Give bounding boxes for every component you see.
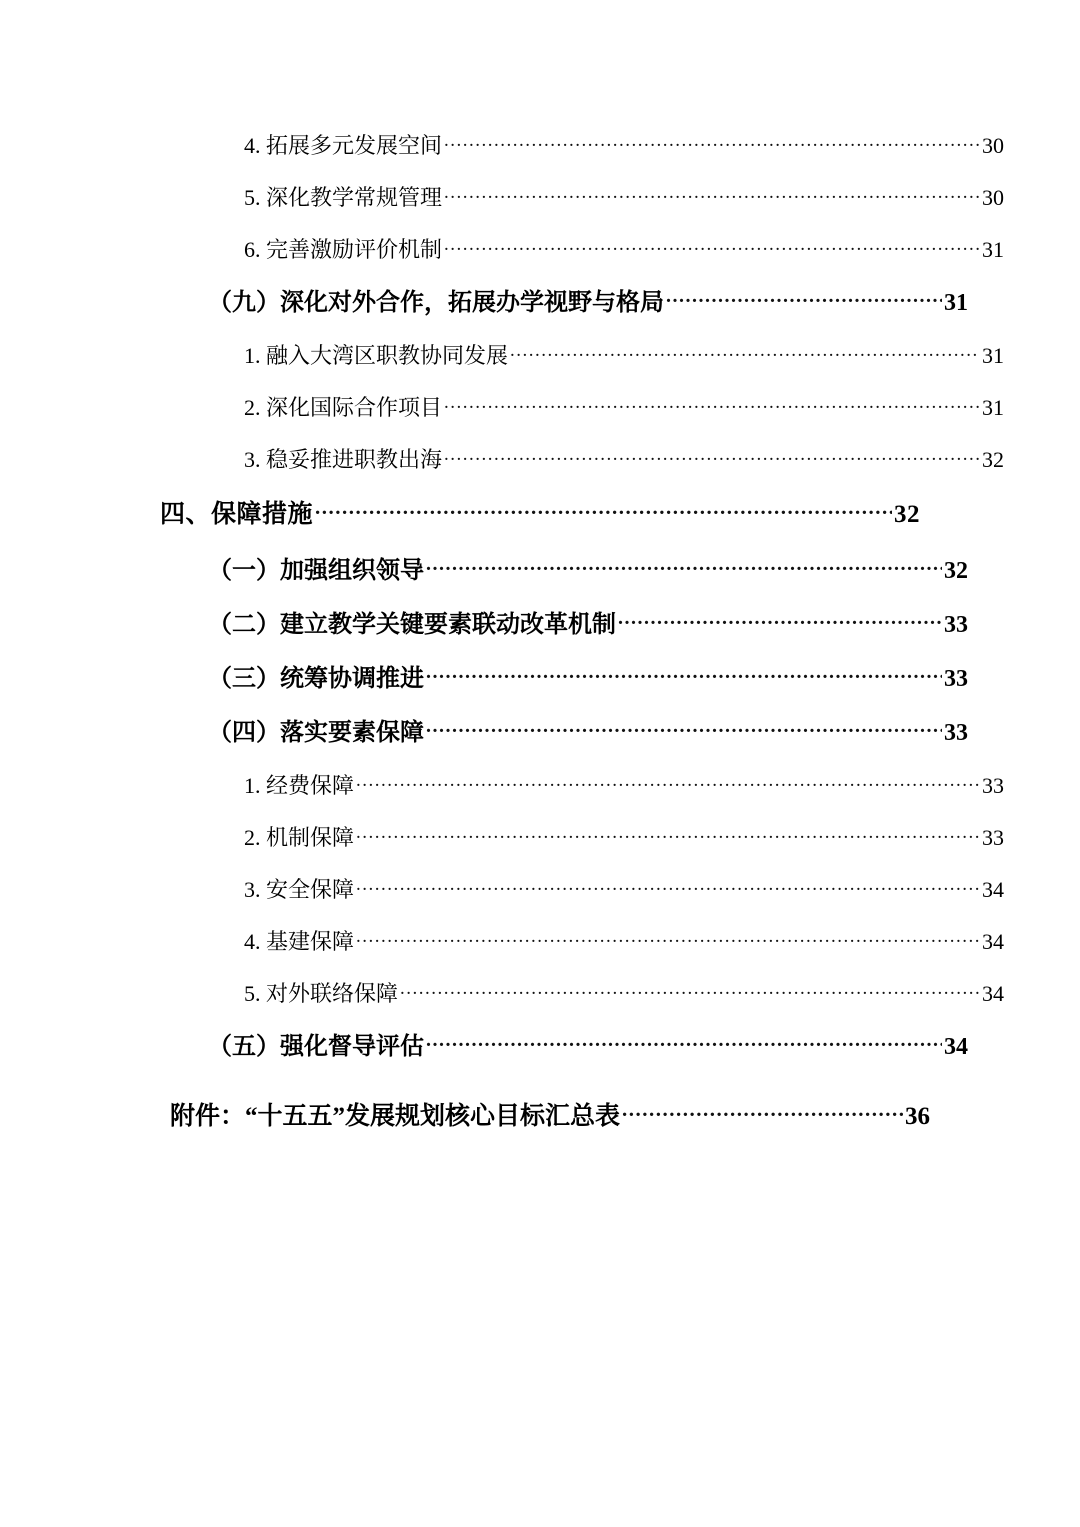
toc-leader-dots (444, 393, 980, 415)
toc-entry-page-number: 34 (944, 1034, 968, 1060)
toc-entry-label: 附件：“十五五”发展规划核心目标汇总表 (170, 1103, 621, 1130)
toc-entry-label: 1. 融入大湾区职教协同发展 (244, 343, 509, 368)
toc-leader-dots (444, 183, 980, 205)
toc-entry-label: （四）落实要素保障 (208, 720, 424, 746)
toc-entry-label: （二）建立教学关键要素联动改革机制 (208, 612, 616, 638)
toc-entry-page-number: 33 (944, 720, 968, 746)
toc-leader-dots (356, 823, 980, 845)
toc-entry[interactable] (160, 276, 968, 330)
toc-entry[interactable] (160, 598, 968, 652)
toc-leader-dots (510, 341, 980, 363)
toc-entry-label: 6. 完善激励评价机制 (244, 237, 443, 262)
toc-entry[interactable] (160, 120, 1004, 172)
toc-leader-dots (315, 497, 892, 522)
toc-entry-page-number: 32 (894, 501, 920, 528)
toc-entry-label: （九）深化对外合作，拓展办学视野与格局 (208, 290, 664, 316)
toc-entry[interactable] (160, 864, 1004, 916)
toc-entry-page-number: 30 (982, 185, 1004, 210)
toc-leader-dots (444, 131, 980, 153)
toc-leader-dots (426, 1030, 942, 1054)
toc-entry-page-number: 33 (944, 666, 968, 692)
toc-entry[interactable] (160, 544, 968, 598)
toc-entry-label: 3. 安全保障 (244, 877, 355, 902)
toc-entry[interactable] (160, 382, 1004, 434)
toc-leader-dots (444, 235, 980, 257)
table-of-contents (160, 120, 1004, 1146)
toc-leader-dots (426, 662, 942, 686)
toc-entry-label: 4. 基建保障 (244, 929, 355, 954)
toc-entry-page-number: 31 (982, 237, 1004, 262)
toc-entry[interactable] (160, 1020, 968, 1074)
toc-entry-page-number: 30 (982, 133, 1004, 158)
toc-entry[interactable] (160, 434, 1004, 486)
toc-leader-dots (356, 771, 980, 793)
toc-entry-label: 4. 拓展多元发展空间 (244, 133, 443, 158)
toc-entry-page-number: 31 (982, 343, 1004, 368)
toc-leader-dots (426, 716, 942, 740)
toc-entry[interactable] (160, 706, 968, 760)
toc-entry-label: 2. 机制保障 (244, 825, 355, 850)
toc-entry[interactable] (160, 330, 1004, 382)
toc-entry-label: （一）加强组织领导 (208, 558, 424, 584)
toc-entry[interactable] (160, 486, 920, 544)
toc-entry[interactable] (160, 916, 1004, 968)
toc-leader-dots (618, 608, 942, 632)
toc-entry-page-number: 33 (982, 773, 1004, 798)
toc-entry[interactable] (160, 968, 1004, 1020)
toc-entry-label: 1. 经费保障 (244, 773, 355, 798)
toc-entry[interactable] (160, 760, 1004, 812)
toc-entry-label: （三）统筹协调推进 (208, 666, 424, 692)
toc-entry-page-number: 31 (982, 395, 1004, 420)
toc-entry[interactable] (160, 812, 1004, 864)
toc-entry-page-number: 32 (982, 447, 1004, 472)
toc-entry-label: 3. 稳妥推进职教出海 (244, 447, 443, 472)
toc-entry-page-number: 34 (982, 981, 1004, 1006)
toc-leader-dots (426, 554, 942, 578)
toc-entry-label: （五）强化督导评估 (208, 1034, 424, 1060)
toc-leader-dots (622, 1099, 903, 1124)
toc-entry[interactable] (160, 224, 1004, 276)
toc-leader-dots (400, 979, 980, 1001)
toc-entry-page-number: 36 (905, 1103, 930, 1130)
toc-leader-dots (356, 927, 980, 949)
toc-entry-label: 5. 深化教学常规管理 (244, 185, 443, 210)
toc-entry-page-number: 32 (944, 558, 968, 584)
toc-leader-dots (356, 875, 980, 897)
toc-entry-page-number: 31 (944, 290, 968, 316)
toc-entry-page-number: 33 (944, 612, 968, 638)
toc-entry[interactable] (160, 172, 1004, 224)
toc-entry-page-number: 33 (982, 825, 1004, 850)
toc-entry-label: 四、保障措施 (160, 501, 314, 528)
toc-entry[interactable] (160, 1088, 930, 1146)
toc-entry-page-number: 34 (982, 929, 1004, 954)
toc-entry-label: 2. 深化国际合作项目 (244, 395, 443, 420)
toc-entry-label: 5. 对外联络保障 (244, 981, 399, 1006)
toc-entry[interactable] (160, 652, 968, 706)
toc-entry-page-number: 34 (982, 877, 1004, 902)
toc-leader-dots (666, 286, 942, 310)
toc-leader-dots (444, 445, 980, 467)
